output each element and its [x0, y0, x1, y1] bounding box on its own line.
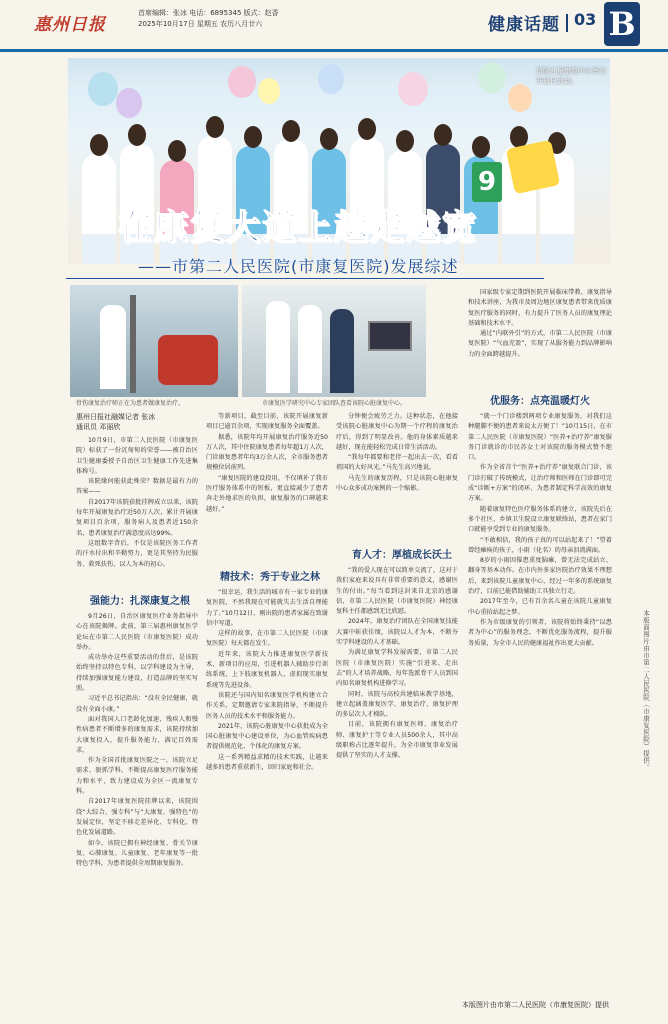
paragraph: 习近平总书记指出：“没有全民健康，就没有全面小康。”	[76, 695, 198, 713]
expert-figure	[330, 309, 354, 393]
paragraph: 2024年，康复治疗团队在全国康复技能大赛中斩获佳绩，该院以人才为本，不断夯实学科建设的人才基础。	[336, 618, 458, 647]
newspaper-logo: 惠州日报	[34, 15, 106, 35]
edition-letter: B	[604, 2, 640, 46]
staff-figure	[82, 154, 116, 264]
section-heading-technique: 精技术：秀于专业之林	[220, 572, 320, 583]
paragraph: 马先生的康复历程，只是该院心脏康复中心众多成功案例的一个缩影。	[336, 474, 458, 493]
paragraph: 9月26日，自治区康复医疗业务指导中心在该院揭牌。此前，第三届惠州康复医学论坛在市第二人民医院（市康复医院）成功举办。	[76, 613, 198, 651]
paragraph: 该院缘何能获此殊荣？数据是最有力的答案——	[76, 478, 198, 496]
paragraph: “很幸运，我生活的城市有一家专业的康复医院，不然我现在可能就失去生活自理能力了。”10月12日，刚出院的患者家属在致谢信中写道。	[206, 589, 328, 627]
paragraph: 2017年至今，已有百余名儿童在该院儿童康复中心重拾站起之梦。	[468, 598, 612, 616]
balloon	[116, 88, 142, 118]
hero-caption: 该院儿童康复中心举办开放日活动。	[536, 67, 606, 85]
paragraph: 10月9日，市第二人民医院（市康复医院）标获了一份沉甸甸的荣誉——被自治区卫生健康委授予自治区卫生健康工作先进集体称号。	[76, 437, 198, 475]
paragraph: 近年来，该院大力推进康复医学新技术、新项目的应用，引进机器人辅助步行训练系统、上下肢康复机器人、虚拟现实康复系统等先进设备。	[206, 650, 328, 689]
paragraph: 这组数字背后，不仅是该院医务工作者的汗水付出和辛勤努力，更是其坚持为民服务、救死扶伤、以人为本的初心。	[76, 539, 198, 568]
paragraph: 8岁的小雨因罹患重度脑瘫，曾无法完成站立、翻身等基本动作。在市内外多家医院治疗效果不理想后，来到该院儿童康复中心，经过一年多的系统康复治疗，目前已能借助辅助工具独立行走。	[468, 557, 612, 596]
column-3-intro	[336, 412, 458, 540]
paragraph: 2021年，该院心脏康复中心获批成为全国心脏康复中心建设单位，为心血管疾病患者提供规范化、个体化的康复方案。	[206, 722, 328, 751]
byline-reporter: 惠州日报社融媒记者 张冰	[76, 413, 156, 421]
paragraph: “就一个门诊楼到两项专业康复服务，对我们这种腿脚不便的患者来说太方便了！”10月15日，在市第二人民医院（市康复医院）“医养+治疗养”康复服务门诊就诊的市民苏女士对该院的服务模式赞不绝口。	[468, 413, 612, 462]
byline	[76, 412, 196, 432]
paragraph: 成功举办这些重要活动的背后，是该院始终坚持以特色专科、以学科建设为主导，持续加强康复能力建设，打造品牌的坚实写照。	[76, 654, 198, 693]
paragraph: 通过“内联外引”的方式，市第二人民医院（市康复医院）“气血充盈”，实现了从服务能力到品牌影响力的全面跨越提升。	[468, 330, 612, 358]
paragraph: “不敢相信，我的孩子真的可以站起来了！”望着曾经瘫痪的孩子，小雨（化名）的母亲泪流满面。	[468, 536, 612, 554]
photo-caption-left: 骨伤康复治疗师正在为患者做康复治疗。	[76, 400, 185, 407]
paragraph: 分钟便会疲劳乏力。这种状态，在他接受该院心脏康复中心为期一个疗程的康复治疗后，得到了明显改善。他的身体素质越来越好，现在能轻松完成日常生活活动。	[336, 413, 458, 451]
masthead	[0, 0, 668, 52]
paragraph: 作为全省首个“医养+治疗养”康复联合门诊，该门诊打破了传统模式，让治疗师和医师在门诊即可完成“诊断+方案”的闭环，为患者制定科学高效的康复方案。	[468, 464, 612, 503]
balloon	[508, 84, 532, 112]
column-4-intro	[468, 288, 612, 384]
column-4-body	[468, 412, 612, 998]
number-sign: 9	[472, 162, 502, 202]
section-title: 健康话题	[488, 15, 560, 35]
therapist-figure	[100, 305, 126, 389]
equipment-frame	[130, 295, 136, 393]
paragraph: 自2017年康复医院挂牌以来，该院围绕“大综合、强专科”与“大康复、强特色”的发展定位，坚定不移走差异化、专科化、特色化发展道路。	[76, 798, 198, 837]
section-heading-ability: 强能力：扎深康复之根	[90, 596, 190, 607]
paragraph: 国家级专家定期到医院开展临床带教、康复指导和技术讲座，为我市及周边地区康复患者带来优质康复医疗服务的同时，有力提升了医务人员的康复理论基础和技术水平。	[468, 289, 612, 327]
subhead-rule	[66, 278, 544, 279]
paragraph: 等新项目，截至目前，该院开展康复新项目已逾百余项，实现康复服务全面覆盖。	[206, 413, 328, 431]
paragraph: 面对我国人口老龄化加速、残疾人和慢性病患者不断增多的康复需求，该院持续加大康复投入，提升服务能力，满足百姓需求。	[76, 715, 198, 754]
patient-figure	[158, 335, 218, 385]
masthead-divider	[566, 14, 568, 32]
page-number: 03	[574, 10, 597, 29]
expert-figure	[266, 301, 290, 393]
side-note: 本版面图片由市第二人民医院（市康复医院）提供。	[642, 610, 650, 771]
paragraph: “康复医院的建设投用，不仅填补了我市医疗服务体系中的短板，更直接减少了患者奔走外地求医的负担，康复服务的口碑越来越好。”	[206, 474, 328, 513]
paragraph: 这一系列精益求精的技术实践，让越来越多的患者重获新生，回归家庭和社会。	[206, 753, 328, 772]
paragraph: “我的爱人现在可以简单交流了，这对于我们家庭来说具有非常重要的意义，感谢医生的付出。”每当看到这封来自北京的感谢信，市第二人民医院（市康复医院）神经康复科主任都感到无比欣慰。	[336, 567, 458, 616]
paragraph: 这样的故事，在市第二人民医院（市康复医院）每天都在发生。	[206, 630, 328, 648]
paragraph: 自2017年该院获批挂牌成立以来，该院每年开展康复治疗近50万人次，累计开展康复项目百余项，服务病人及患者近150余名，患者康复治疗满意度高达99%。	[76, 498, 198, 537]
editor-line: 首席编辑：张冰 电话：6895345 版式：赵香	[138, 9, 279, 17]
balloon	[228, 66, 256, 98]
paragraph: 为满足康复学科发展需要，市第二人民医院（市康复医院）实施“引进来、走出去”的人才培养战略，每年选派骨干人员到国内知名康复机构进修学习。	[336, 649, 458, 688]
paragraph: 该院还与国内知名康复医学机构建立合作关系，定期邀请专家来院指导，不断提升医务人员的技术水平和服务能力。	[206, 691, 328, 720]
rehab-photo-right	[242, 285, 426, 397]
date-line: 2025年10月17日 星期五 农历八月廿六	[138, 20, 263, 28]
paragraph: 随着康复特色医疗服务体系的建立，该院先后在多个社区、乡镇卫生院设立康复联络站，患者在家门口就能享受到专业的康复服务。	[468, 505, 612, 534]
column-1-body	[76, 612, 198, 1000]
column-2-body	[206, 588, 328, 1000]
monitor-screen	[368, 321, 412, 351]
balloon	[318, 64, 344, 94]
balloon	[478, 62, 506, 94]
byline-correspondent: 通讯员 邓丽欣	[76, 423, 121, 431]
paragraph: “我每年都要和老伴一起出去一次，看看祖国的大好风光。”马先生高兴地说。	[336, 454, 458, 472]
photo-credit: 本版图片由市第二人民医院（市康复医院）提供	[462, 1001, 609, 1009]
column-3-body	[336, 566, 458, 1000]
column-1-intro	[76, 436, 198, 584]
dice-prop	[506, 140, 561, 195]
section-heading-talent: 育人才：厚植成长沃土	[352, 550, 452, 561]
balloon	[258, 78, 280, 104]
paragraph: 作为市级康复的引领者，该院将始终秉持“以患者为中心”的服务理念，不断优化服务流程，提升服务质量，为全市人民的健康福祉作出更大贡献。	[468, 618, 612, 647]
headline: 在康复大道上越走越宽	[118, 208, 478, 248]
column-2-intro	[206, 412, 328, 546]
paragraph: 目前，该院拥有康复医师、康复治疗师、康复护士等专业人员500余人，其中高级职称占比逐年提升，为全市康复事业发展提供了坚实的人才支撑。	[336, 721, 458, 760]
expert-figure	[298, 305, 322, 393]
paragraph: 如今，该院已拥有神经康复、骨关节康复、心肺康复、儿童康复、老年康复等一批特色学科，为患者提供全周期康复服务。	[76, 839, 198, 868]
section-heading-service: 优服务：点亮温暖灯火	[490, 396, 590, 407]
photo-caption-right: 市康复医学研究中心专家团队查看该院心脏康复中心。	[262, 400, 407, 407]
paragraph: 同时，该院与高校共建临床教学基地，建立起涵盖康复医学、康复治疗、康复护理的多层次人才梯队。	[336, 690, 458, 719]
subheadline: ——市第二人民医院(市康复医院)发展综述	[138, 257, 459, 276]
paragraph: 作为全国首批康复医院之一，该院立足需求、狠抓学科，不断提高康复医疗服务能力和水平，致力建设成为全区一流康复专科。	[76, 757, 198, 796]
paragraph: 据悉，该院年均开展康复治疗服务近50万人次，其中住院康复患者每年超1万人次，门诊康复患者年均3万余人次，全市服务患者规模位居前列。	[206, 433, 328, 472]
rehab-photo-left	[70, 285, 238, 397]
balloon	[88, 72, 118, 106]
balloon	[398, 72, 428, 106]
edition-meta	[138, 8, 279, 30]
